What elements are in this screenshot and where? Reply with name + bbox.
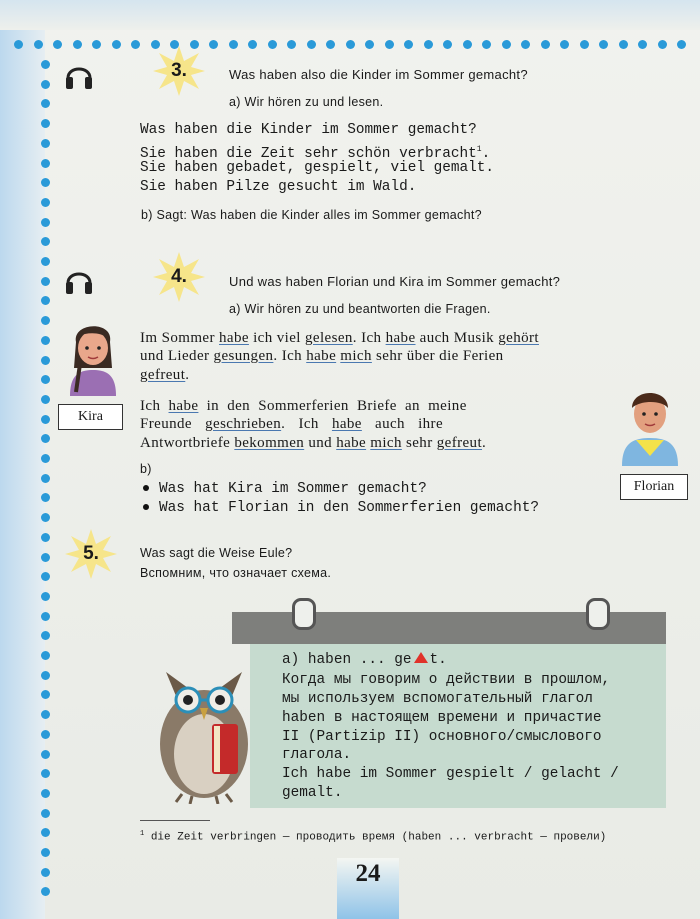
border-dot [131, 40, 140, 49]
border-dot [41, 651, 50, 660]
border-dot [502, 40, 511, 49]
binder-ring [586, 598, 610, 630]
rule-line-1: Когда мы говорим о действии в прошлом, [282, 672, 611, 688]
border-dot [73, 40, 82, 49]
florian-text-line-1: Ich habe in den Sommerferien Briefe an meine [140, 398, 467, 414]
exercise-4-task-a: a) Wir hören zu und beantworten die Fragen. [229, 302, 491, 316]
florian-text-line-2: Freunde geschrieben. Ich habe auch ihre [140, 416, 444, 432]
triangle-icon [414, 652, 428, 663]
border-dot [14, 40, 23, 49]
border-dot [268, 40, 277, 49]
border-dot [41, 178, 50, 187]
page-number: 24 [355, 860, 381, 887]
border-dot [41, 257, 50, 266]
rule-line-4: II (Partizip II) основного/смыслового [282, 729, 602, 745]
border-dot [463, 40, 472, 49]
border-dot [41, 809, 50, 818]
border-dot [41, 631, 50, 640]
exercise-4-badge [152, 250, 206, 304]
footnote: $^1$ die Zeit verbringen — проводить время (haben ... verbracht — провели) [140, 830, 607, 844]
border-dot [41, 671, 50, 680]
kira-text-line-3: gefreut. [140, 367, 190, 383]
binder-ring [292, 598, 316, 630]
kira-name-label: Kira [58, 404, 123, 430]
border-dot [41, 80, 50, 89]
border-dot [41, 828, 50, 837]
poem-line-4: Sie haben Pilze gesucht im Wald. [140, 179, 417, 195]
border-dot [287, 40, 296, 49]
poem-line-3: Sie haben gebadet, gespielt, viel gemalt. [140, 160, 495, 176]
border-dot [229, 40, 238, 49]
border-dot [248, 40, 257, 49]
rule-line-7: gemalt. [282, 785, 343, 801]
poem-line-1: Was haben die Kinder im Sommer gemacht? [140, 122, 477, 138]
border-dot [41, 139, 50, 148]
border-dot [677, 40, 686, 49]
exercise-4-title: Und was haben Florian und Kira im Sommer gemacht? [229, 274, 561, 289]
border-dot [41, 198, 50, 207]
border-dot [41, 434, 50, 443]
border-dot [41, 690, 50, 699]
border-dot [41, 553, 50, 562]
border-dot [41, 769, 50, 778]
florian-illustration [616, 378, 684, 466]
exercise-5-number: 5. [83, 543, 99, 564]
border-dot [209, 40, 218, 49]
border-dot [41, 592, 50, 601]
border-dot [41, 750, 50, 759]
border-dot [41, 218, 50, 227]
border-dot [41, 316, 50, 325]
border-dot [41, 474, 50, 483]
border-dot [41, 375, 50, 384]
border-dot [365, 40, 374, 49]
border-dot [41, 572, 50, 581]
exercise-4-number: 4. [171, 266, 187, 287]
border-dot [41, 159, 50, 168]
border-dot [41, 612, 50, 621]
blue-margin [0, 0, 45, 919]
border-dot [307, 40, 316, 49]
border-dot [385, 40, 394, 49]
border-dot [41, 296, 50, 305]
border-dot [41, 395, 50, 404]
bullet-icon [143, 504, 149, 510]
border-dot [521, 40, 530, 49]
border-dot [346, 40, 355, 49]
rule-line-6: Ich habe im Sommer gespielt / gelacht / [282, 766, 619, 782]
border-dot [112, 40, 121, 49]
border-dot [41, 99, 50, 108]
border-dot [41, 237, 50, 246]
exercise-3-number: 3. [171, 60, 187, 81]
border-dot [41, 730, 50, 739]
border-dot [41, 415, 50, 424]
border-dot [638, 40, 647, 49]
border-dot [658, 40, 667, 49]
border-dot [599, 40, 608, 49]
exercise-4-task-b: b) [140, 462, 152, 476]
poem-line-2: Sie haben die Zeit sehr schön verbracht$^1$. [140, 145, 491, 162]
question-1: Was hat Kira im Sommer gemacht? [143, 480, 427, 499]
rule-line-2: мы используем вспомогательный глагол [282, 691, 593, 707]
border-dot [41, 119, 50, 128]
grammar-rule-card [232, 612, 666, 808]
border-dot [41, 848, 50, 857]
border-dot [326, 40, 335, 49]
border-dot [41, 533, 50, 542]
exercise-5-subtitle: Вспомним, что означает схема. [140, 566, 332, 580]
headphones-icon [64, 60, 94, 92]
bullet-icon [143, 485, 149, 491]
border-dot [92, 40, 101, 49]
footnote-divider [140, 820, 210, 821]
question-2: Was hat Florian in den Sommerferien gemacht? [143, 499, 539, 518]
border-dot [580, 40, 589, 49]
exercise-3-badge [152, 44, 206, 98]
florian-text-line-3: Antwortbriefe bekommen und habe mich sehr gefreut. [140, 435, 487, 451]
rule-formula: a) haben ... ge t. [282, 652, 447, 668]
border-dot [41, 60, 50, 69]
exercise-5-badge [64, 527, 118, 581]
border-dot [41, 356, 50, 365]
headphones-icon [64, 265, 94, 297]
border-dot [619, 40, 628, 49]
border-dot [34, 40, 43, 49]
rule-line-3: haben в настоящем времени и причастие [282, 710, 602, 726]
border-dot [41, 493, 50, 502]
kira-text-line-2: und Lieder gesungen. Ich habe mich sehr über die Ferien [140, 348, 504, 364]
border-dot [404, 40, 413, 49]
kira-illustration [58, 312, 128, 396]
rule-line-5: глагола. [282, 747, 352, 763]
border-dot [41, 887, 50, 896]
border-dot [53, 40, 62, 49]
border-dot [41, 710, 50, 719]
exercise-3-title: Was haben also die Kinder im Sommer gemacht? [229, 67, 528, 82]
border-dot [482, 40, 491, 49]
border-dot [443, 40, 452, 49]
exercise-3-task-b: b) Sagt: Was haben die Kinder alles im Sommer gemacht? [141, 208, 482, 222]
exercise-5-title: Was sagt die Weise Eule? [140, 546, 293, 560]
border-dot [41, 454, 50, 463]
blue-top-band [0, 0, 700, 30]
kira-text-line-1: Im Sommer habe ich viel gelesen. Ich habe auch Musik gehört [140, 330, 539, 346]
border-dot [41, 277, 50, 286]
border-dot [41, 868, 50, 877]
border-dot [424, 40, 433, 49]
owl-illustration [146, 662, 266, 804]
border-dot [41, 513, 50, 522]
border-dot [41, 336, 50, 345]
border-dot [41, 789, 50, 798]
florian-name-label: Florian [620, 474, 688, 500]
border-dot [560, 40, 569, 49]
border-dot [541, 40, 550, 49]
exercise-3-task-a: a) Wir hören zu und lesen. [229, 95, 384, 109]
footnote-marker: 1 [476, 145, 482, 154]
